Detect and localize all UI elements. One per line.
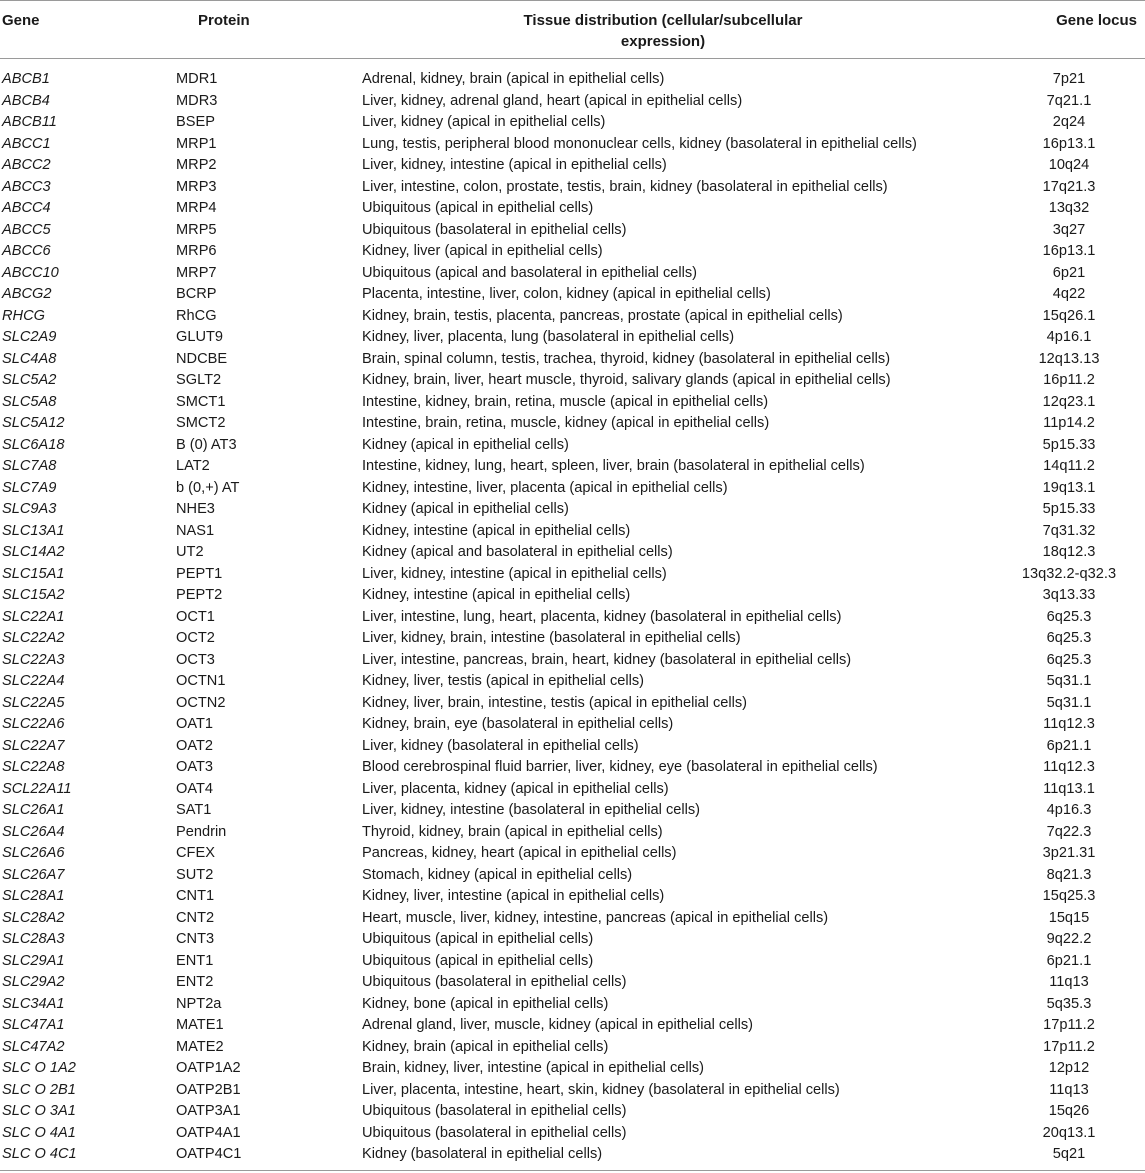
- protein-cell: OAT1: [176, 716, 214, 732]
- gene-cell: SLC15A2: [2, 587, 65, 603]
- protein-cell: BSEP: [176, 114, 215, 130]
- locus-cell: 6p21.1: [1046, 737, 1092, 754]
- tissue-cell: Kidney, intestine, liver, placenta (apical in epithelial cells): [362, 479, 728, 496]
- tissue-cell: Brain, kidney, liver, intestine (apical in epithelial cells): [362, 1060, 705, 1076]
- locus-cell: 15q25.3: [1042, 888, 1096, 904]
- locus-cell: 5q35.3: [1046, 995, 1092, 1012]
- table-row: [0, 1080, 1145, 1102]
- protein-cell: MRP6: [176, 243, 217, 259]
- gene-cell: SCL22A11: [2, 780, 72, 797]
- table-row: [0, 1058, 1145, 1080]
- tissue-cell: Liver, kidney, adrenal gland, heart (apical in epithelial cells): [362, 92, 743, 109]
- table-row: [0, 220, 1145, 242]
- table-row: [0, 478, 1145, 500]
- protein-cell: NPT2a: [176, 995, 222, 1012]
- tissue-cell: Kidney (apical and basolateral in epithelial cells): [362, 544, 673, 560]
- tissue-cell: Kidney, liver, brain, intestine, testis (apical in epithelial cells): [362, 694, 748, 711]
- tissue-cell: Liver, intestine, colon, prostate, testis, brain, kidney (basolateral in epithelial cells): [362, 178, 888, 195]
- tissue-cell: Liver, placenta, intestine, heart, skin, kidney (basolateral in epithelial cells): [362, 1081, 840, 1098]
- gene-cell: SLC O 4C1: [2, 1146, 77, 1162]
- locus-cell: 5p15.33: [1042, 436, 1096, 453]
- table-row: [0, 886, 1145, 908]
- table-row: [0, 1101, 1145, 1123]
- tissue-cell: Ubiquitous (apical in epithelial cells): [362, 200, 594, 216]
- protein-cell: SGLT2: [176, 372, 222, 388]
- gene-cell: ABCB11: [2, 114, 57, 130]
- protein-cell: MRP2: [176, 157, 217, 173]
- tissue-cell: Thyroid, kidney, brain (apical in epithelial cells): [362, 823, 663, 840]
- gene-cell: SLC22A7: [2, 737, 65, 754]
- protein-cell: NHE3: [176, 501, 215, 517]
- protein-cell: OATP1A2: [176, 1060, 241, 1076]
- protein-cell: CNT1: [176, 888, 215, 904]
- gene-cell: SLC34A1: [2, 995, 65, 1012]
- protein-cell: CNT3: [176, 931, 215, 947]
- gene-cell: SLC22A3: [2, 651, 65, 668]
- gene-cell: SLC4A8: [2, 350, 57, 367]
- locus-cell: 7q31.32: [1042, 522, 1096, 539]
- gene-cell: SLC29A2: [2, 974, 65, 990]
- tissue-cell: Ubiquitous (apical in epithelial cells): [362, 931, 594, 947]
- protein-cell: SMCT1: [176, 393, 226, 410]
- table-row: [0, 91, 1145, 113]
- gene-cell: ABCC5: [2, 221, 51, 238]
- gene-cell: SLC O 1A2: [2, 1060, 76, 1076]
- protein-cell: OATP3A1: [176, 1103, 241, 1119]
- locus-cell: 11q12.3: [1043, 759, 1095, 775]
- locus-cell: 16p11.2: [1043, 372, 1095, 388]
- protein-cell: PEPT1: [176, 565, 223, 582]
- protein-cell: MATE1: [176, 1017, 224, 1033]
- gene-cell: SLC22A5: [2, 694, 65, 711]
- table-row: [0, 542, 1145, 564]
- gene-cell: SLC15A1: [2, 565, 65, 582]
- table-row: [0, 456, 1145, 478]
- locus-cell: 4q22: [1052, 286, 1086, 302]
- protein-cell: OAT3: [176, 759, 214, 775]
- gene-cell: ABCC2: [2, 157, 51, 173]
- locus-cell: 15q15: [1048, 909, 1090, 926]
- locus-cell: 3q27: [1052, 221, 1086, 238]
- table-row: [0, 736, 1145, 758]
- table-row: [0, 69, 1145, 91]
- locus-cell: 3p21.31: [1042, 845, 1096, 861]
- tissue-cell: Kidney (basolateral in epithelial cells): [362, 1146, 603, 1162]
- locus-cell: 17p11.2: [1043, 1017, 1095, 1033]
- table-row: [0, 1144, 1145, 1166]
- header-protein: Protein: [198, 12, 250, 29]
- table-row: [0, 241, 1145, 263]
- gene-cell: ABCG2: [2, 286, 52, 302]
- protein-cell: OATP4C1: [176, 1146, 242, 1162]
- locus-cell: 11q13: [1049, 974, 1089, 990]
- tissue-cell: Heart, muscle, liver, kidney, intestine, pancreas (apical in epithelial cells): [362, 909, 829, 926]
- locus-cell: 7q22.3: [1046, 823, 1092, 840]
- tissue-cell: Intestine, kidney, lung, heart, spleen, liver, brain (basolateral in epithelial cells): [362, 458, 865, 474]
- protein-cell: SMCT2: [176, 415, 226, 431]
- protein-cell: SUT2: [176, 866, 214, 883]
- locus-cell: 7p21: [1052, 71, 1086, 87]
- table-row: [0, 800, 1145, 822]
- protein-cell: OCTN2: [176, 694, 226, 711]
- table-row: [0, 929, 1145, 951]
- protein-cell: SAT1: [176, 802, 212, 818]
- locus-cell: 11q13: [1049, 1081, 1089, 1098]
- tissue-cell: Kidney, intestine (apical in epithelial cells): [362, 522, 631, 539]
- gene-cell: SLC O 3A1: [2, 1103, 76, 1119]
- protein-cell: GLUT9: [176, 329, 224, 345]
- table-row: [0, 306, 1145, 328]
- table-row: [0, 714, 1145, 736]
- table-row: [0, 628, 1145, 650]
- locus-cell: 11q12.3: [1043, 716, 1095, 732]
- tissue-cell: Ubiquitous (basolateral in epithelial cells): [362, 221, 627, 238]
- tissue-cell: Ubiquitous (basolateral in epithelial cells): [362, 974, 627, 990]
- gene-cell: SLC7A9: [2, 479, 57, 496]
- gene-cell: SLC22A1: [2, 608, 65, 625]
- tissue-cell: Kidney, intestine (apical in epithelial cells): [362, 587, 631, 603]
- gene-cell: SLC28A3: [2, 931, 65, 947]
- gene-cell: SLC13A1: [2, 522, 65, 539]
- gene-cell: SLC28A2: [2, 909, 65, 926]
- locus-cell: 13q32: [1048, 200, 1090, 216]
- locus-cell: 12q13.13: [1038, 350, 1100, 367]
- protein-cell: Pendrin: [176, 823, 227, 840]
- table-row: [0, 757, 1145, 779]
- tissue-cell: Liver, intestine, lung, heart, placenta, kidney (basolateral in epithelial cells): [362, 608, 842, 625]
- bottom-rule: [0, 1170, 1145, 1171]
- gene-cell: SLC5A12: [2, 415, 65, 431]
- table-row: [0, 263, 1145, 285]
- table-row: [0, 1123, 1145, 1145]
- tissue-cell: Liver, kidney, intestine (basolateral in epithelial cells): [362, 802, 700, 818]
- locus-cell: 17q21.3: [1042, 178, 1096, 195]
- tissue-cell: Kidney, brain, liver, heart muscle, thyroid, salivary glands (apical in epithelial cells): [362, 372, 891, 388]
- gene-cell: ABCC6: [2, 243, 51, 259]
- protein-cell: OCT1: [176, 608, 215, 625]
- gene-cell: SLC22A2: [2, 630, 65, 646]
- table-row: [0, 349, 1145, 371]
- gene-cell: SLC22A8: [2, 759, 65, 775]
- gene-cell: SLC2A9: [2, 329, 57, 345]
- locus-cell: 5q31.1: [1046, 694, 1092, 711]
- header-tissue-line1: Tissue distribution (cellular/subcellular: [523, 12, 803, 29]
- table-row: [0, 499, 1145, 521]
- locus-cell: 11p14.2: [1043, 415, 1095, 431]
- gene-cell: SLC9A3: [2, 501, 57, 517]
- protein-cell: OATP4A1: [176, 1124, 241, 1141]
- protein-cell: ENT2: [176, 974, 214, 990]
- locus-cell: 16p13.1: [1042, 243, 1096, 259]
- protein-cell: RhCG: [176, 307, 217, 324]
- locus-cell: 5q31.1: [1046, 673, 1092, 689]
- locus-cell: 20q13.1: [1042, 1124, 1096, 1141]
- tissue-cell: Kidney, liver (apical in epithelial cells): [362, 243, 603, 259]
- tissue-cell: Kidney, liver, testis (apical in epithelial cells): [362, 673, 644, 689]
- protein-cell: LAT2: [176, 458, 210, 474]
- protein-cell: MRP5: [176, 221, 217, 238]
- locus-cell: 16p13.1: [1042, 135, 1096, 152]
- protein-cell: MDR3: [176, 92, 218, 109]
- table-row: [0, 843, 1145, 865]
- gene-cell: SLC5A8: [2, 393, 57, 410]
- table-row: [0, 1037, 1145, 1059]
- table-row: [0, 134, 1145, 156]
- header-tissue: [458, 10, 868, 52]
- locus-cell: 8q21.3: [1046, 866, 1092, 883]
- tissue-cell: Ubiquitous (basolateral in epithelial cells): [362, 1103, 627, 1119]
- table-row: [0, 779, 1145, 801]
- tissue-cell: Liver, intestine, pancreas, brain, heart, kidney (basolateral in epithelial cells): [362, 651, 852, 668]
- gene-cell: SLC28A1: [2, 888, 65, 904]
- gene-cell: SLC7A8: [2, 458, 57, 474]
- protein-cell: OATP2B1: [176, 1081, 241, 1098]
- gene-cell: SLC26A7: [2, 866, 65, 883]
- protein-cell: NDCBE: [176, 350, 228, 367]
- gene-cell: SLC6A18: [2, 436, 65, 453]
- tissue-cell: Ubiquitous (apical in epithelial cells): [362, 952, 594, 969]
- table-row: [0, 564, 1145, 586]
- protein-cell: CNT2: [176, 909, 215, 926]
- header-tissue-line2: expression): [620, 33, 706, 50]
- gene-cell: SLC26A6: [2, 845, 65, 861]
- protein-cell: B (0) AT3: [176, 436, 237, 453]
- protein-cell: UT2: [176, 544, 204, 560]
- protein-cell: MRP4: [176, 200, 217, 216]
- protein-cell: OAT2: [176, 737, 214, 754]
- gene-cell: RHCG: [2, 307, 45, 324]
- table-row: [0, 951, 1145, 973]
- tissue-cell: Intestine, brain, retina, muscle, kidney (apical in epithelial cells): [362, 415, 770, 431]
- gene-cell: SLC O 2B1: [2, 1081, 76, 1098]
- protein-cell: PEPT2: [176, 587, 223, 603]
- locus-cell: 6q25.3: [1046, 630, 1092, 646]
- gene-cell: SLC47A2: [2, 1038, 65, 1055]
- gene-cell: ABCC4: [2, 200, 51, 216]
- gene-cell: SLC O 4A1: [2, 1124, 76, 1141]
- locus-cell: 5p15.33: [1042, 501, 1096, 517]
- tissue-cell: Adrenal, kidney, brain (apical in epithelial cells): [362, 71, 665, 87]
- tissue-cell: Blood cerebrospinal fluid barrier, liver, kidney, eye (basolateral in epithelial cells): [362, 759, 878, 775]
- table-row: [0, 650, 1145, 672]
- tissue-cell: Pancreas, kidney, heart (apical in epithelial cells): [362, 845, 677, 861]
- table-row: [0, 521, 1145, 543]
- gene-cell: SLC47A1: [2, 1017, 65, 1033]
- protein-cell: BCRP: [176, 286, 217, 302]
- protein-cell: MATE2: [176, 1038, 224, 1055]
- protein-cell: ENT1: [176, 952, 214, 969]
- table-row: [0, 284, 1145, 306]
- table-row: [0, 607, 1145, 629]
- table-row: [0, 671, 1145, 693]
- gene-cell: SLC5A2: [2, 372, 57, 388]
- tissue-cell: Liver, kidney, brain, intestine (basolateral in epithelial cells): [362, 630, 741, 646]
- tissue-cell: Kidney, liver, placenta, lung (basolateral in epithelial cells): [362, 329, 735, 345]
- locus-cell: 12q23.1: [1042, 393, 1096, 410]
- table-row: [0, 370, 1145, 392]
- protein-cell: NAS1: [176, 522, 215, 539]
- gene-cell: SLC22A4: [2, 673, 65, 689]
- gene-cell: SLC14A2: [2, 544, 65, 560]
- table-row: [0, 865, 1145, 887]
- protein-cell: OCTN1: [176, 673, 226, 689]
- locus-cell: 6q25.3: [1046, 608, 1092, 625]
- tissue-cell: Placenta, intestine, liver, colon, kidney (apical in epithelial cells): [362, 286, 771, 302]
- table-row: [0, 435, 1145, 457]
- locus-cell: 11q13.1: [1043, 780, 1095, 797]
- table-row: [0, 198, 1145, 220]
- tissue-cell: Stomach, kidney (apical in epithelial cells): [362, 866, 633, 883]
- table-row: [0, 177, 1145, 199]
- tissue-cell: Lung, testis, peripheral blood mononuclear cells, kidney (basolateral in epithelial cells): [362, 135, 917, 152]
- table-row: [0, 112, 1145, 134]
- protein-cell: OCT2: [176, 630, 215, 646]
- table-row: [0, 413, 1145, 435]
- protein-cell: MRP1: [176, 135, 217, 152]
- table-row: [0, 693, 1145, 715]
- locus-cell: 2q24: [1052, 114, 1086, 130]
- table-body: [0, 59, 1145, 1166]
- locus-cell: 7q21.1: [1046, 92, 1092, 109]
- gene-cell: ABCB1: [2, 71, 50, 87]
- locus-cell: 6p21: [1052, 264, 1086, 281]
- tissue-cell: Kidney, brain (apical in epithelial cells): [362, 1038, 609, 1055]
- locus-cell: 12p12: [1048, 1060, 1090, 1076]
- gene-cell: ABCC1: [2, 135, 51, 152]
- tissue-cell: Kidney, bone (apical in epithelial cells): [362, 995, 609, 1012]
- table-row: [0, 1015, 1145, 1037]
- protein-cell: OCT3: [176, 651, 215, 668]
- protein-cell: MRP7: [176, 264, 217, 281]
- locus-cell: 17p11.2: [1043, 1038, 1095, 1055]
- protein-cell: MRP3: [176, 178, 217, 195]
- tissue-cell: Liver, kidney (apical in epithelial cells): [362, 114, 606, 130]
- tissue-cell: Liver, kidney (basolateral in epithelial cells): [362, 737, 639, 754]
- protein-cell: MDR1: [176, 71, 218, 87]
- locus-cell: 4p16.3: [1046, 802, 1092, 818]
- table-row: [0, 908, 1145, 930]
- table-row: [0, 155, 1145, 177]
- gene-cell: SLC26A4: [2, 823, 65, 840]
- tissue-cell: Kidney, brain, eye (basolateral in epithelial cells): [362, 716, 674, 732]
- tissue-cell: Liver, kidney, intestine (apical in epithelial cells): [362, 565, 667, 582]
- locus-cell: 15q26.1: [1042, 307, 1096, 324]
- protein-cell: OAT4: [176, 780, 214, 797]
- locus-cell: 5q21: [1052, 1146, 1086, 1162]
- table-row: [0, 972, 1145, 994]
- gene-cell: ABCB4: [2, 92, 50, 109]
- tissue-cell: Liver, kidney, intestine (apical in epithelial cells): [362, 157, 667, 173]
- tissue-cell: Liver, placenta, kidney (apical in epithelial cells): [362, 780, 669, 797]
- tissue-cell: Kidney, brain, testis, placenta, pancreas, prostate (apical in epithelial cells): [362, 307, 843, 324]
- tissue-cell: Ubiquitous (basolateral in epithelial cells): [362, 1124, 627, 1141]
- tissue-cell: Kidney, liver, intestine (apical in epithelial cells): [362, 888, 665, 904]
- header-gene: Gene: [2, 12, 40, 29]
- protein-cell: b (0,+) AT: [176, 479, 240, 496]
- locus-cell: 13q32.2-q32.3: [1021, 565, 1117, 582]
- tissue-cell: Intestine, kidney, brain, retina, muscle (apical in epithelial cells): [362, 393, 769, 410]
- locus-cell: 9q22.2: [1046, 931, 1092, 947]
- locus-cell: 3q13.33: [1042, 587, 1096, 603]
- tissue-cell: Brain, spinal column, testis, trachea, thyroid, kidney (basolateral in epithelial cells): [362, 350, 891, 367]
- tissue-cell: Adrenal gland, liver, muscle, kidney (apical in epithelial cells): [362, 1017, 753, 1033]
- table-row: [0, 327, 1145, 349]
- gene-cell: ABCC10: [2, 264, 59, 281]
- table-row: [0, 822, 1145, 844]
- locus-cell: 15q26: [1048, 1103, 1090, 1119]
- locus-cell: 18q12.3: [1042, 544, 1096, 560]
- locus-cell: 19q13.1: [1042, 479, 1096, 496]
- gene-cell: ABCC3: [2, 178, 51, 195]
- locus-cell: 14q11.2: [1043, 458, 1095, 474]
- gene-cell: SLC22A6: [2, 716, 65, 732]
- locus-cell: 6q25.3: [1046, 651, 1092, 668]
- tissue-cell: Kidney (apical in epithelial cells): [362, 436, 569, 453]
- header-locus: Gene locus: [1056, 12, 1137, 29]
- table-row: [0, 994, 1145, 1016]
- table-row: [0, 392, 1145, 414]
- locus-cell: 6p21.1: [1046, 952, 1092, 969]
- tissue-cell: Kidney (apical in epithelial cells): [362, 501, 569, 517]
- table-row: [0, 585, 1145, 607]
- table-header: [0, 1, 1145, 58]
- gene-cell: SLC26A1: [2, 802, 65, 818]
- tissue-cell: Ubiquitous (apical and basolateral in epithelial cells): [362, 264, 698, 281]
- protein-cell: CFEX: [176, 845, 215, 861]
- locus-cell: 10q24: [1048, 157, 1090, 173]
- gene-cell: SLC29A1: [2, 952, 65, 969]
- locus-cell: 4p16.1: [1046, 329, 1092, 345]
